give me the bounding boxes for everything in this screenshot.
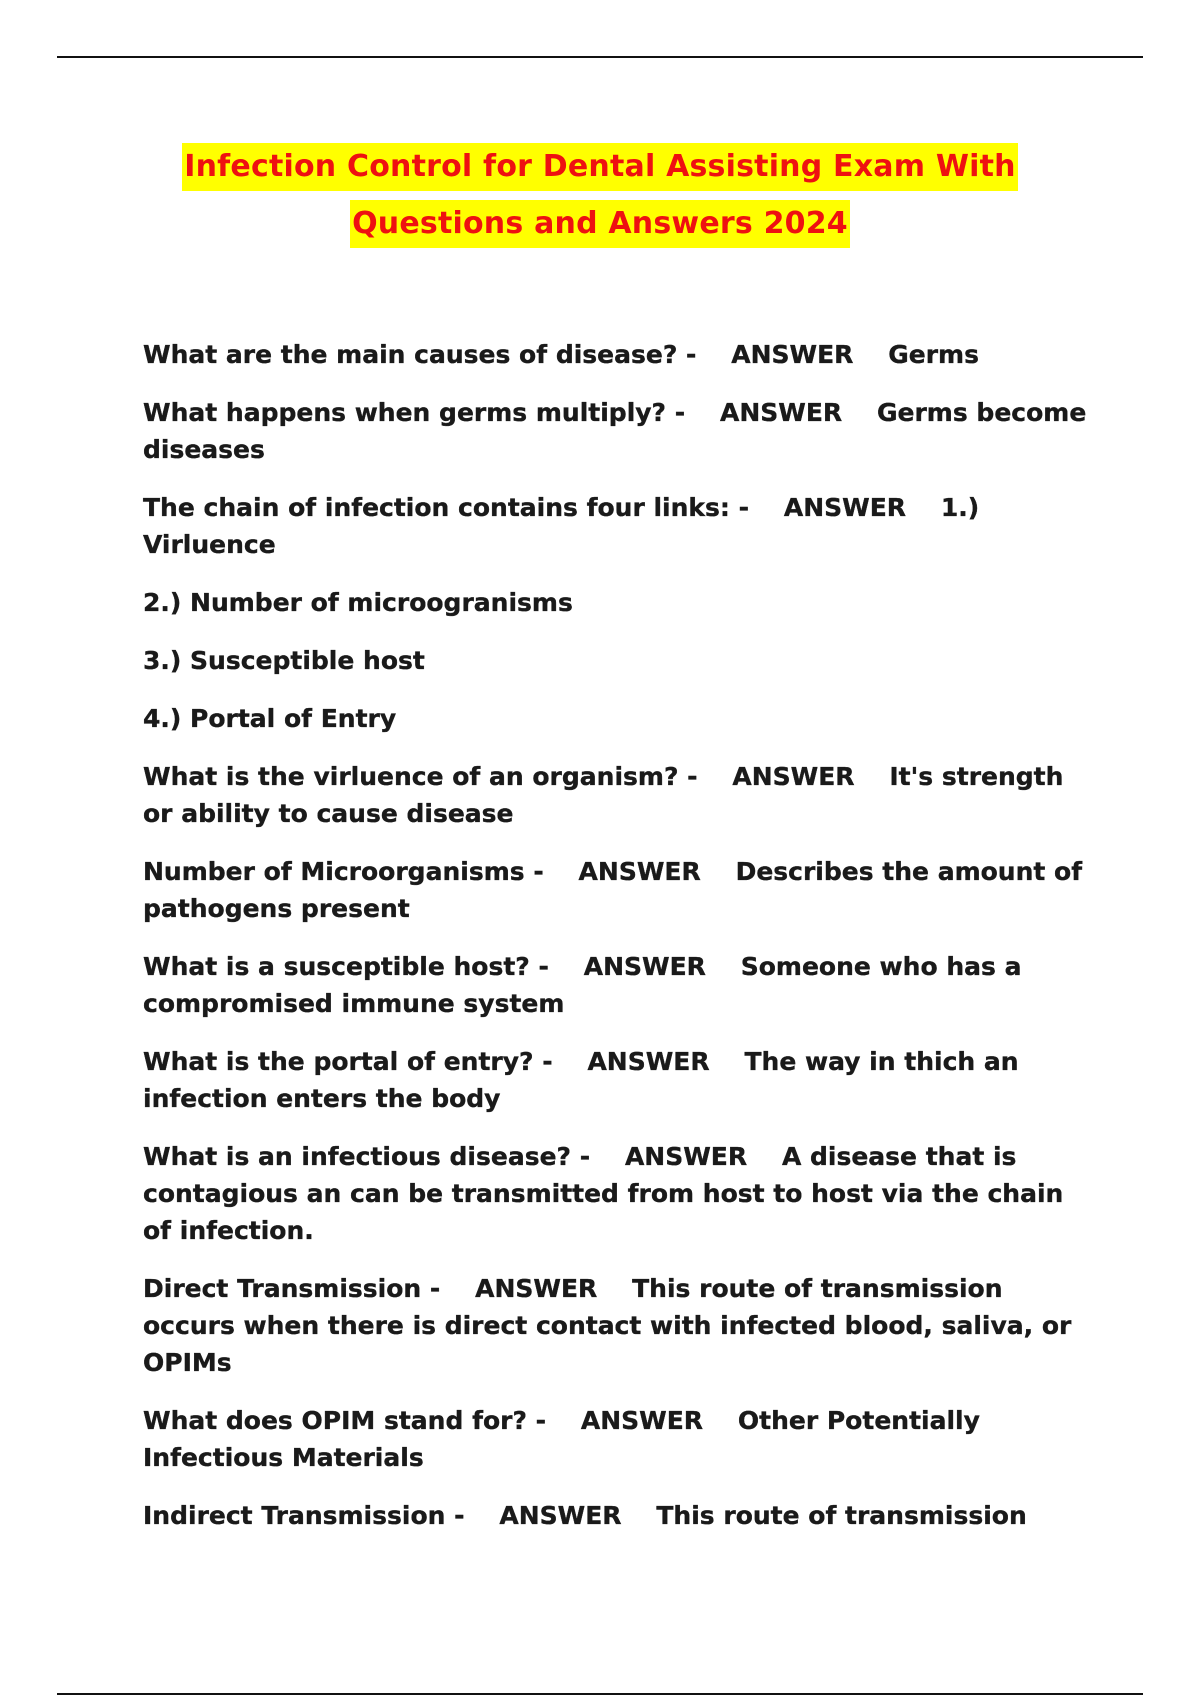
qa-item [143,1402,1093,1476]
title-line-2: Questions and Answers 2024 [350,200,850,248]
question-text: Indirect Transmission - [143,1501,465,1530]
answer-text: It's strength or ability to cause disease [143,762,1064,828]
top-rule [57,56,1143,58]
question-text: What are the main causes of disease? - [143,340,697,369]
qa-item [143,853,1093,927]
question-text: What is the virluence of an organism? - [143,762,698,791]
qa-item [143,336,1093,373]
question-text: What happens when germs multiply? - [143,398,686,427]
answer-marker: ANSWER [587,1047,710,1076]
answer-marker: ANSWER [719,398,843,427]
question-text: What is an infectious disease? - [143,1142,591,1171]
answer-text: A disease that is contagious an can be transmitted from host to host via the chain of infection. [143,1142,1064,1245]
answer-marker: ANSWER [732,762,855,791]
bottom-rule [57,1693,1143,1695]
qa-item [143,700,1093,737]
title-line-1: Infection Control for Dental Assisting Exam With [182,143,1017,191]
answer-marker: ANSWER [783,493,907,522]
answer-text: This route of transmission [656,1501,1027,1530]
answer-marker: ANSWER [475,1274,598,1303]
answer-text: Germs [888,340,979,369]
answer-text: This route of transmission occurs when there is direct contact with infected blood, saliva, or OPIMs [143,1274,1072,1377]
qa-list [143,336,1093,1555]
qa-item [143,1497,1093,1534]
answer-marker: ANSWER [499,1501,622,1530]
qa-item [143,394,1093,468]
answer-text: Germs become diseases [143,398,1087,464]
question-text: The chain of infection contains four links: - [143,493,750,522]
answer-marker: ANSWER [580,1406,704,1435]
list-entry-text: 4.) Portal of Entry [143,704,397,733]
question-text: What is a susceptible host? - [143,952,549,981]
question-text: Number of Microorganisms - [143,857,544,886]
qa-item [143,584,1093,621]
answer-text: 1.) Virluence [143,493,980,559]
qa-item [143,1138,1093,1249]
answer-marker: ANSWER [578,857,701,886]
answer-text: Describes the amount of pathogens present [143,857,1083,923]
qa-item [143,758,1093,832]
answer-text: Other Potentially Infectious Materials [143,1406,980,1472]
qa-item [143,642,1093,679]
question-text: What is the portal of entry? - [143,1047,553,1076]
qa-item [143,1043,1093,1117]
answer-marker: ANSWER [624,1142,748,1171]
qa-item [143,1270,1093,1381]
document-title [0,143,1200,248]
list-entry-text: 3.) Susceptible host [143,646,425,675]
answer-text: Someone who has a compromised immune system [143,952,1022,1018]
list-entry-text: 2.) Number of microogranisms [143,588,573,617]
question-text: What does OPIM stand for? - [143,1406,547,1435]
answer-text: The way in thich an infection enters the body [143,1047,1019,1113]
question-text: Direct Transmission - [143,1274,441,1303]
qa-item [143,489,1093,563]
qa-item [143,948,1093,1022]
answer-marker: ANSWER [731,340,854,369]
answer-marker: ANSWER [583,952,706,981]
